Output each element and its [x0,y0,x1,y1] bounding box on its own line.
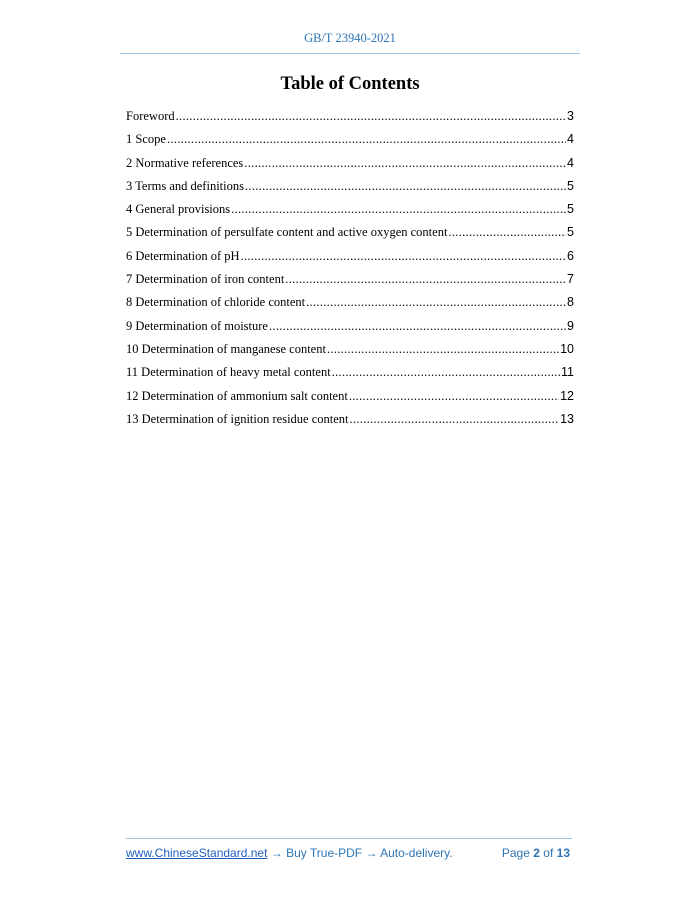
total-page-count: 13 [556,846,570,860]
toc-entry-label: 6 Determination of pH [126,248,240,263]
toc-entry-ammonium-salt-content[interactable] [126,389,574,412]
footer-divider [126,838,572,839]
page-indicator [502,846,570,860]
toc-entry-label: 12 Determination of ammonium salt content [126,388,348,403]
toc-list [126,109,574,435]
toc-entry-page: 10 [560,341,574,356]
toc-entry-label: 10 Determination of manganese content [126,341,326,356]
toc-entry-foreword[interactable] [126,109,574,132]
toc-entry-label: Foreword [126,109,175,123]
toc-dot-leader [241,249,567,264]
toc-entry-scope[interactable] [126,132,574,155]
current-page-number: 2 [533,846,540,860]
toc-entry-page: 8 [567,295,574,310]
toc-entry-persulfate-content[interactable] [126,225,574,248]
toc-entry-label: 13 Determination of ignition residue content [126,411,349,426]
toc-entry-moisture[interactable] [126,319,574,342]
toc-dot-leader [231,202,566,217]
toc-entry-page: 5 [567,225,574,240]
toc-entry-manganese-content[interactable] [126,342,574,365]
toc-entry-label: 4 General provisions [126,202,231,217]
toc-entry-page: 4 [567,155,574,170]
toc-entry-label: 9 Determination of moisture [126,318,268,333]
of-word: of [543,846,554,860]
toc-entry-ignition-residue-content[interactable] [126,412,574,435]
toc-entry-label: 11 Determination of heavy metal content [126,365,331,380]
header-divider [120,53,580,54]
toc-entry-label: 3 Terms and definitions [126,178,244,193]
site-link[interactable]: www.ChineseStandard.net [126,846,268,860]
standard-code-header: GB/T 23940-2021 [304,31,396,45]
toc-entry-normative-references[interactable] [126,156,574,179]
toc-entry-general-provisions[interactable] [126,202,574,225]
toc-dot-leader [167,132,566,147]
toc-entry-iron-content[interactable] [126,272,574,295]
toc-entry-terms-and-definitions[interactable] [126,179,574,202]
toc-entry-page: 5 [567,178,574,193]
toc-entry-page: 11 [561,365,574,380]
toc-dot-leader [176,109,566,124]
page-word: Page [501,846,530,860]
toc-entry-heavy-metal-content[interactable] [126,365,574,388]
toc-entry-label: 8 Determination of chloride content [126,295,306,310]
footer-promo [126,846,453,860]
toc-dot-leader [349,389,559,404]
toc-dot-leader [306,295,566,310]
toc-entry-ph[interactable] [126,249,574,272]
toc-entry-label: 2 Normative references [126,155,244,170]
toc-entry-label: 5 Determination of persulfate content and active oxygen content [126,225,448,240]
toc-entry-page: 3 [567,109,574,123]
toc-dot-leader [244,156,566,171]
toc-entry-label: 1 Scope [126,132,166,147]
toc-dot-leader [327,342,559,357]
toc-entry-page: 9 [567,318,574,333]
toc-entry-page: 13 [560,411,574,426]
toc-dot-leader [350,412,560,427]
toc-title: Table of Contents [280,74,420,94]
toc-entry-page: 7 [567,272,574,287]
toc-dot-leader [332,365,560,380]
toc-entry-chloride-content[interactable] [126,295,574,318]
toc-dot-leader [245,179,566,194]
toc-dot-leader [448,225,566,240]
toc-entry-page: 6 [567,248,574,263]
toc-dot-leader [269,319,566,334]
toc-entry-page: 4 [567,132,574,147]
toc-entry-label: 7 Determination of iron content [126,272,285,287]
toc-entry-page: 12 [560,388,574,403]
toc-dot-leader [285,272,566,287]
footer-promo-text: → Buy True-PDF → Auto-delivery. [267,846,453,860]
toc-entry-page: 5 [567,202,574,217]
